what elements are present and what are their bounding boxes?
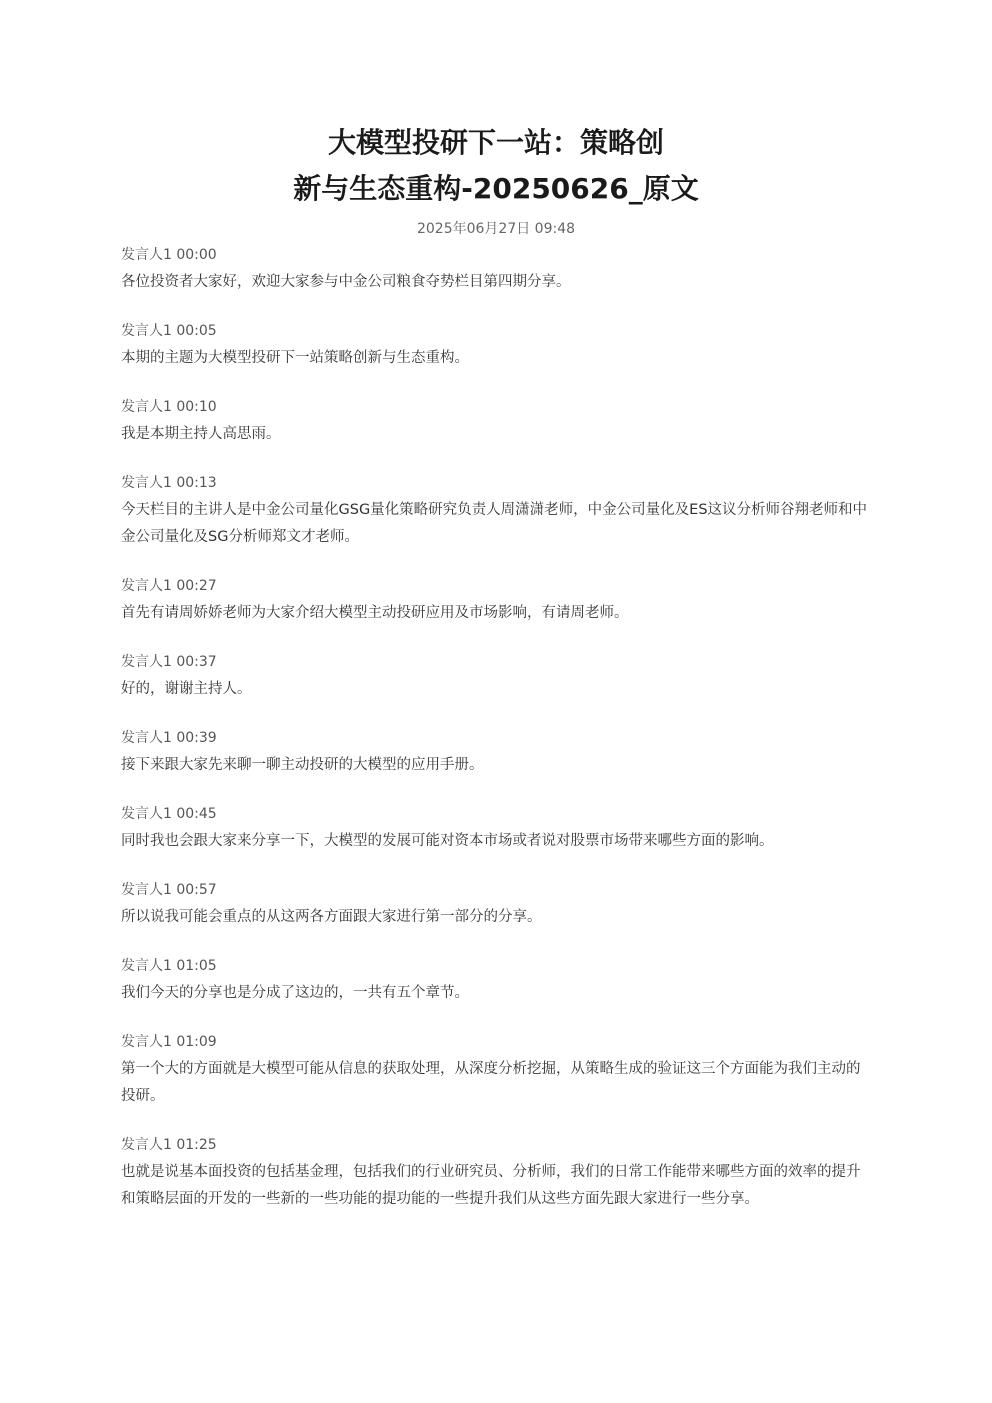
transcript-entry (121, 321, 873, 372)
speaker-timestamp: 发言人1 00:10 (121, 399, 217, 415)
title-line-2: 新与生态重构-20250626_原文 (293, 172, 699, 205)
utterance-text: 接下来跟大家先来聊一聊主动投研的大模型的应用手册。 (121, 757, 484, 773)
transcript-entry (121, 576, 873, 627)
transcript-entry (121, 1135, 873, 1213)
utterance-text: 本期的主题为大模型投研下一站策略创新与生态重构。 (121, 350, 469, 366)
utterance-text: 所以说我可能会重点的从这两各方面跟大家进行第一部分的分享。 (121, 909, 542, 925)
transcript-entry (121, 397, 873, 448)
transcript-entry (121, 652, 873, 703)
transcript-entry (121, 473, 873, 551)
speaker-timestamp: 发言人1 00:27 (121, 578, 217, 594)
utterance-text: 第一个大的方面就是大模型可能从信息的获取处理，从深度分析挖掘，从策略生成的验证这三个方面能为我们主动的投研。 (121, 1061, 861, 1104)
transcript-entry (121, 245, 873, 296)
utterance-text: 今天栏目的主讲人是中金公司量化GSG量化策略研究负责人周潇潇老师，中金公司量化及ES这议分析师谷翔老师和中金公司量化及SG分析师郑文才老师。 (121, 502, 868, 545)
transcript (121, 245, 873, 1238)
utterance-text: 好的，谢谢主持人。 (121, 681, 252, 697)
title-line-1: 大模型投研下一站：策略创 (327, 126, 664, 159)
speaker-timestamp: 发言人1 01:09 (121, 1034, 217, 1050)
utterance-text: 同时我也会跟大家来分享一下，大模型的发展可能对资本市场或者说对股票市场带来哪些方面的影响。 (121, 833, 774, 849)
speaker-timestamp: 发言人1 00:05 (121, 323, 217, 339)
transcript-entry (121, 1032, 873, 1110)
transcript-entry (121, 728, 873, 779)
transcript-entry (121, 880, 873, 931)
speaker-timestamp: 发言人1 00:39 (121, 730, 217, 746)
utterance-text: 我是本期主持人高思雨。 (121, 426, 281, 442)
utterance-text: 我们今天的分享也是分成了这边的，一共有五个章节。 (121, 985, 469, 1001)
speaker-timestamp: 发言人1 01:05 (121, 958, 217, 974)
document-title (120, 120, 872, 212)
speaker-timestamp: 发言人1 00:13 (121, 475, 217, 491)
transcript-entry (121, 804, 873, 855)
document-date: 2025年06月27日 09:48 (416, 221, 576, 237)
speaker-timestamp: 发言人1 00:00 (121, 247, 217, 263)
speaker-timestamp: 发言人1 01:25 (121, 1137, 217, 1153)
utterance-text: 各位投资者大家好，欢迎大家参与中金公司粮食夺势栏目第四期分享。 (121, 274, 571, 290)
speaker-timestamp: 发言人1 00:37 (121, 654, 217, 670)
utterance-text: 也就是说基本面投资的包括基金理，包括我们的行业研究员、分析师，我们的日常工作能带来哪些方面的效率的提升和策略层面的开发的一些新的一些功能的提功能的一些提升我们从这些方面先跟大家进行一些分享。 (121, 1164, 861, 1207)
speaker-timestamp: 发言人1 00:57 (121, 882, 217, 898)
transcript-entry (121, 956, 873, 1007)
utterance-text: 首先有请周娇娇老师为大家介绍大模型主动投研应用及市场影响，有请周老师。 (121, 605, 629, 621)
speaker-timestamp: 发言人1 00:45 (121, 806, 217, 822)
